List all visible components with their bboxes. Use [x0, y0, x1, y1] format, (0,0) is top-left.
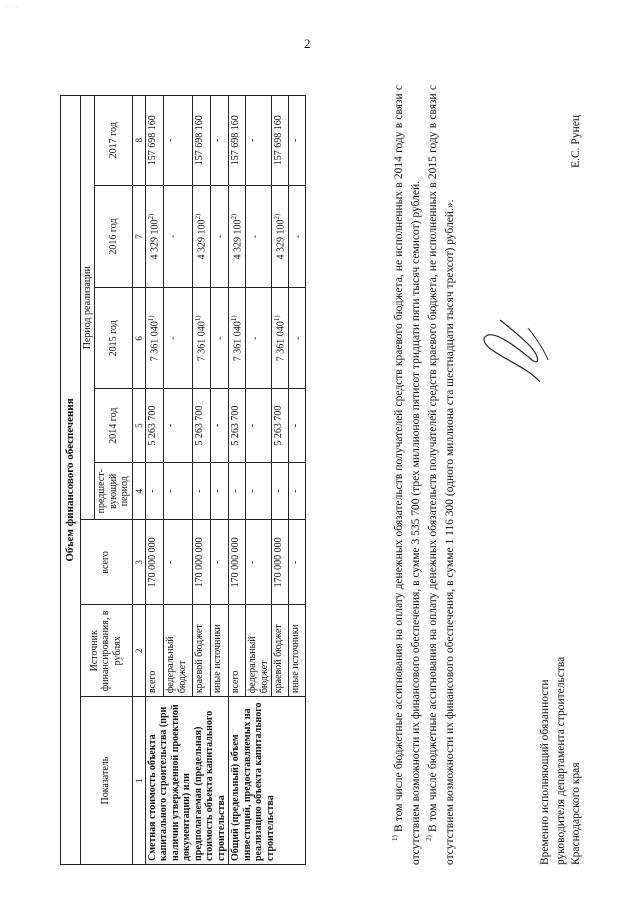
cell-text: - [193, 489, 205, 493]
cell-text: - [247, 138, 259, 142]
cell-text: 7 361 040 [275, 321, 287, 362]
value-cell [192, 520, 210, 605]
value-cell [246, 463, 272, 520]
cell-text: 157 698 160 [273, 115, 285, 166]
value-cell [211, 520, 229, 605]
value-cell [192, 288, 210, 389]
cell-text: 7 361 040 [232, 321, 244, 362]
value-cell [246, 520, 272, 605]
header-previous: предшест-вующий период [95, 463, 133, 520]
source-cell [164, 605, 192, 697]
footnote-2 [424, 85, 458, 865]
value-cell [246, 185, 272, 288]
column-number: 6 [132, 288, 145, 389]
cell-text: - [290, 489, 302, 493]
table-row [145, 96, 163, 865]
value-cell [272, 185, 289, 288]
footnote-text: В том числе бюджетные ассигнования на оплату денежных обязательств получателей средств краевого бюджета, не исполненных в 2015 году в связи с отсутствием возможности их финансового обеспечения, в сумме 1 116 300 (одного миллиона ста шестнадцати тысяч трехсот) рублей.». [427, 85, 456, 865]
cell-text: - [290, 138, 302, 142]
cell-text: - [273, 489, 285, 493]
column-number: 2 [132, 605, 145, 697]
source-cell [211, 605, 229, 697]
cell-text: - [165, 423, 177, 428]
value-cell [289, 520, 306, 605]
header-indicator: Показатель [80, 697, 132, 865]
cell-text: 5 263 700 [193, 405, 205, 446]
cell-text: 157 698 160 [146, 115, 158, 166]
value-cell [272, 463, 289, 520]
table-body [145, 96, 305, 865]
cell-text: иные источники [212, 624, 224, 694]
cell-text: - [165, 489, 177, 493]
rotated-page-content [30, 55, 610, 895]
column-number: 5 [132, 389, 145, 463]
value-cell [246, 96, 272, 186]
value-cell [211, 463, 229, 520]
column-number: 8 [132, 96, 145, 186]
scan-artifact: · · · [6, 6, 19, 11]
value-cell [211, 389, 229, 463]
cell-text: федеральный бюджет [165, 636, 188, 694]
footnote-1 [390, 85, 424, 865]
footnote-ref: 2) [193, 213, 202, 220]
cell-text: 5 263 700 [146, 405, 158, 446]
header-period: Период реализации [80, 96, 95, 520]
cell-text: федеральный бюджет [247, 636, 270, 694]
footnote-ref: 1) [146, 315, 155, 322]
value-cell [192, 96, 210, 186]
financing-table [60, 95, 306, 865]
value-cell [272, 520, 289, 605]
signatory-position: руководителя департамента строительства [554, 656, 567, 865]
value-cell [164, 185, 192, 288]
column-number: 4 [132, 463, 145, 520]
table-title: Объем финансового обеспечения [61, 96, 81, 865]
footnote-text: В том числе бюджетные ассигнования на оплату денежных обязательств получателей средств краевого бюджета, не исполненных в 2014 году в связи с отсутствием возможности их финансового обеспечения, в сумме 3 535 700 (трех миллионов пятисот тридцати пяти тысяч семисот) рублей. [392, 85, 422, 865]
header-total: всего [80, 520, 132, 605]
footnote-ref: 2) [230, 213, 239, 220]
value-cell [246, 288, 272, 389]
cell-text: - [165, 560, 177, 565]
table-row [229, 96, 246, 865]
cell-text: 4 329 100 [196, 219, 208, 260]
column-number: 3 [132, 520, 145, 605]
cell-text: 5 263 700 [273, 405, 285, 446]
value-cell [192, 185, 210, 288]
value-cell [229, 520, 246, 605]
cell-text: - [290, 560, 302, 565]
cell-text: краевой бюджет [193, 624, 205, 694]
cell-text: - [214, 336, 226, 341]
cell-text: - [167, 336, 179, 341]
cell-text: - [212, 489, 224, 493]
column-number: 7 [132, 185, 145, 288]
cell-text: 4 329 100 [275, 219, 287, 260]
cell-text: 170 000 000 [230, 537, 242, 588]
value-cell [211, 185, 229, 288]
value-cell [164, 96, 192, 186]
cell-text: - [292, 234, 304, 239]
value-cell [145, 96, 163, 186]
cell-text: - [247, 489, 259, 493]
value-cell [289, 463, 306, 520]
cell-text: - [167, 234, 179, 239]
cell-text: - [214, 234, 226, 239]
value-cell [272, 96, 289, 186]
cell-text: - [212, 560, 224, 565]
value-cell [145, 520, 163, 605]
cell-text: - [247, 560, 259, 565]
value-cell [145, 463, 163, 520]
source-cell [272, 605, 289, 697]
footnote-ref: 2) [273, 213, 282, 220]
cell-text: 170 000 000 [146, 537, 158, 588]
source-cell [246, 605, 272, 697]
value-cell [164, 463, 192, 520]
value-cell [289, 288, 306, 389]
value-cell [229, 185, 246, 288]
cell-text: 7 361 040 [196, 321, 208, 362]
footnote-mark: 1) [391, 835, 399, 841]
cell-text: - [249, 234, 261, 239]
footnote-ref: 2) [146, 213, 155, 220]
cell-text: 4 329 100 [232, 219, 244, 260]
cell-text: всего [146, 670, 158, 694]
footnote-ref: 1) [230, 315, 239, 322]
cell-text: - [212, 138, 224, 142]
source-cell [229, 605, 246, 697]
footnote-ref: 1) [273, 315, 282, 322]
value-cell [211, 96, 229, 186]
header-year: 2017 год [95, 96, 133, 186]
value-cell [145, 288, 163, 389]
cell-text: - [249, 336, 261, 341]
footnotes [390, 85, 458, 865]
source-cell [145, 605, 163, 697]
cell-text: 7 361 040 [149, 321, 161, 362]
cell-text: - [212, 423, 224, 428]
value-cell [272, 288, 289, 389]
value-cell [229, 96, 246, 186]
cell-text: 5 263 700 [230, 405, 242, 446]
cell-text: краевой бюджет [273, 624, 285, 694]
cell-text: 157 698 160 [230, 115, 242, 166]
cell-text: - [247, 423, 259, 428]
cell-text: - [146, 489, 158, 493]
cell-text: 170 000 000 [273, 537, 285, 588]
signatory-position: Краснодарского края [570, 762, 583, 865]
cell-text: - [292, 336, 304, 341]
value-cell [192, 463, 210, 520]
cell-text: 157 698 160 [193, 115, 205, 166]
indicator-cell: Общий (предельный) объем инвестиций, предоставляемых на реализацию объекта капитального строительства [229, 697, 305, 865]
column-number: 1 [132, 697, 145, 865]
value-cell [229, 463, 246, 520]
footnote-ref: 1) [193, 315, 202, 322]
cell-text: 170 000 000 [193, 537, 205, 588]
signatory-position: Временно исполняющий обязанности [539, 679, 551, 865]
header-year: 2015 год [95, 288, 133, 389]
header-year: 2016 год [95, 185, 133, 288]
cell-text: - [165, 138, 177, 142]
value-cell [192, 389, 210, 463]
cell-text: иные источники [290, 624, 302, 694]
header-year: 2014 год [95, 389, 133, 463]
signatory-name: Е.С. Рунец [570, 115, 583, 168]
cell-text: 4 329 100 [149, 219, 161, 260]
cell-text: всего [230, 670, 242, 694]
page-number: 2 [304, 36, 311, 51]
cell-text: - [290, 423, 302, 428]
value-cell [145, 185, 163, 288]
value-cell [289, 185, 306, 288]
value-cell [289, 96, 306, 186]
value-cell [229, 389, 246, 463]
footnote-mark: 2) [425, 835, 434, 841]
value-cell [145, 389, 163, 463]
indicator-cell: Сметная стоимость объекта капитального строительства (при наличии утвержденной проектной документации) или предполагаемая (предельная) стоимость объекта капитального строительства [145, 697, 229, 865]
value-cell [229, 288, 246, 389]
header-source: Источник финансирования, в рублях [80, 605, 132, 697]
value-cell [164, 389, 192, 463]
value-cell [211, 288, 229, 389]
source-cell [192, 605, 210, 697]
cell-text: - [230, 489, 242, 493]
value-cell [164, 520, 192, 605]
value-cell [164, 288, 192, 389]
signature-block [538, 85, 585, 865]
value-cell [246, 389, 272, 463]
value-cell [289, 389, 306, 463]
source-cell [289, 605, 306, 697]
value-cell [272, 389, 289, 463]
